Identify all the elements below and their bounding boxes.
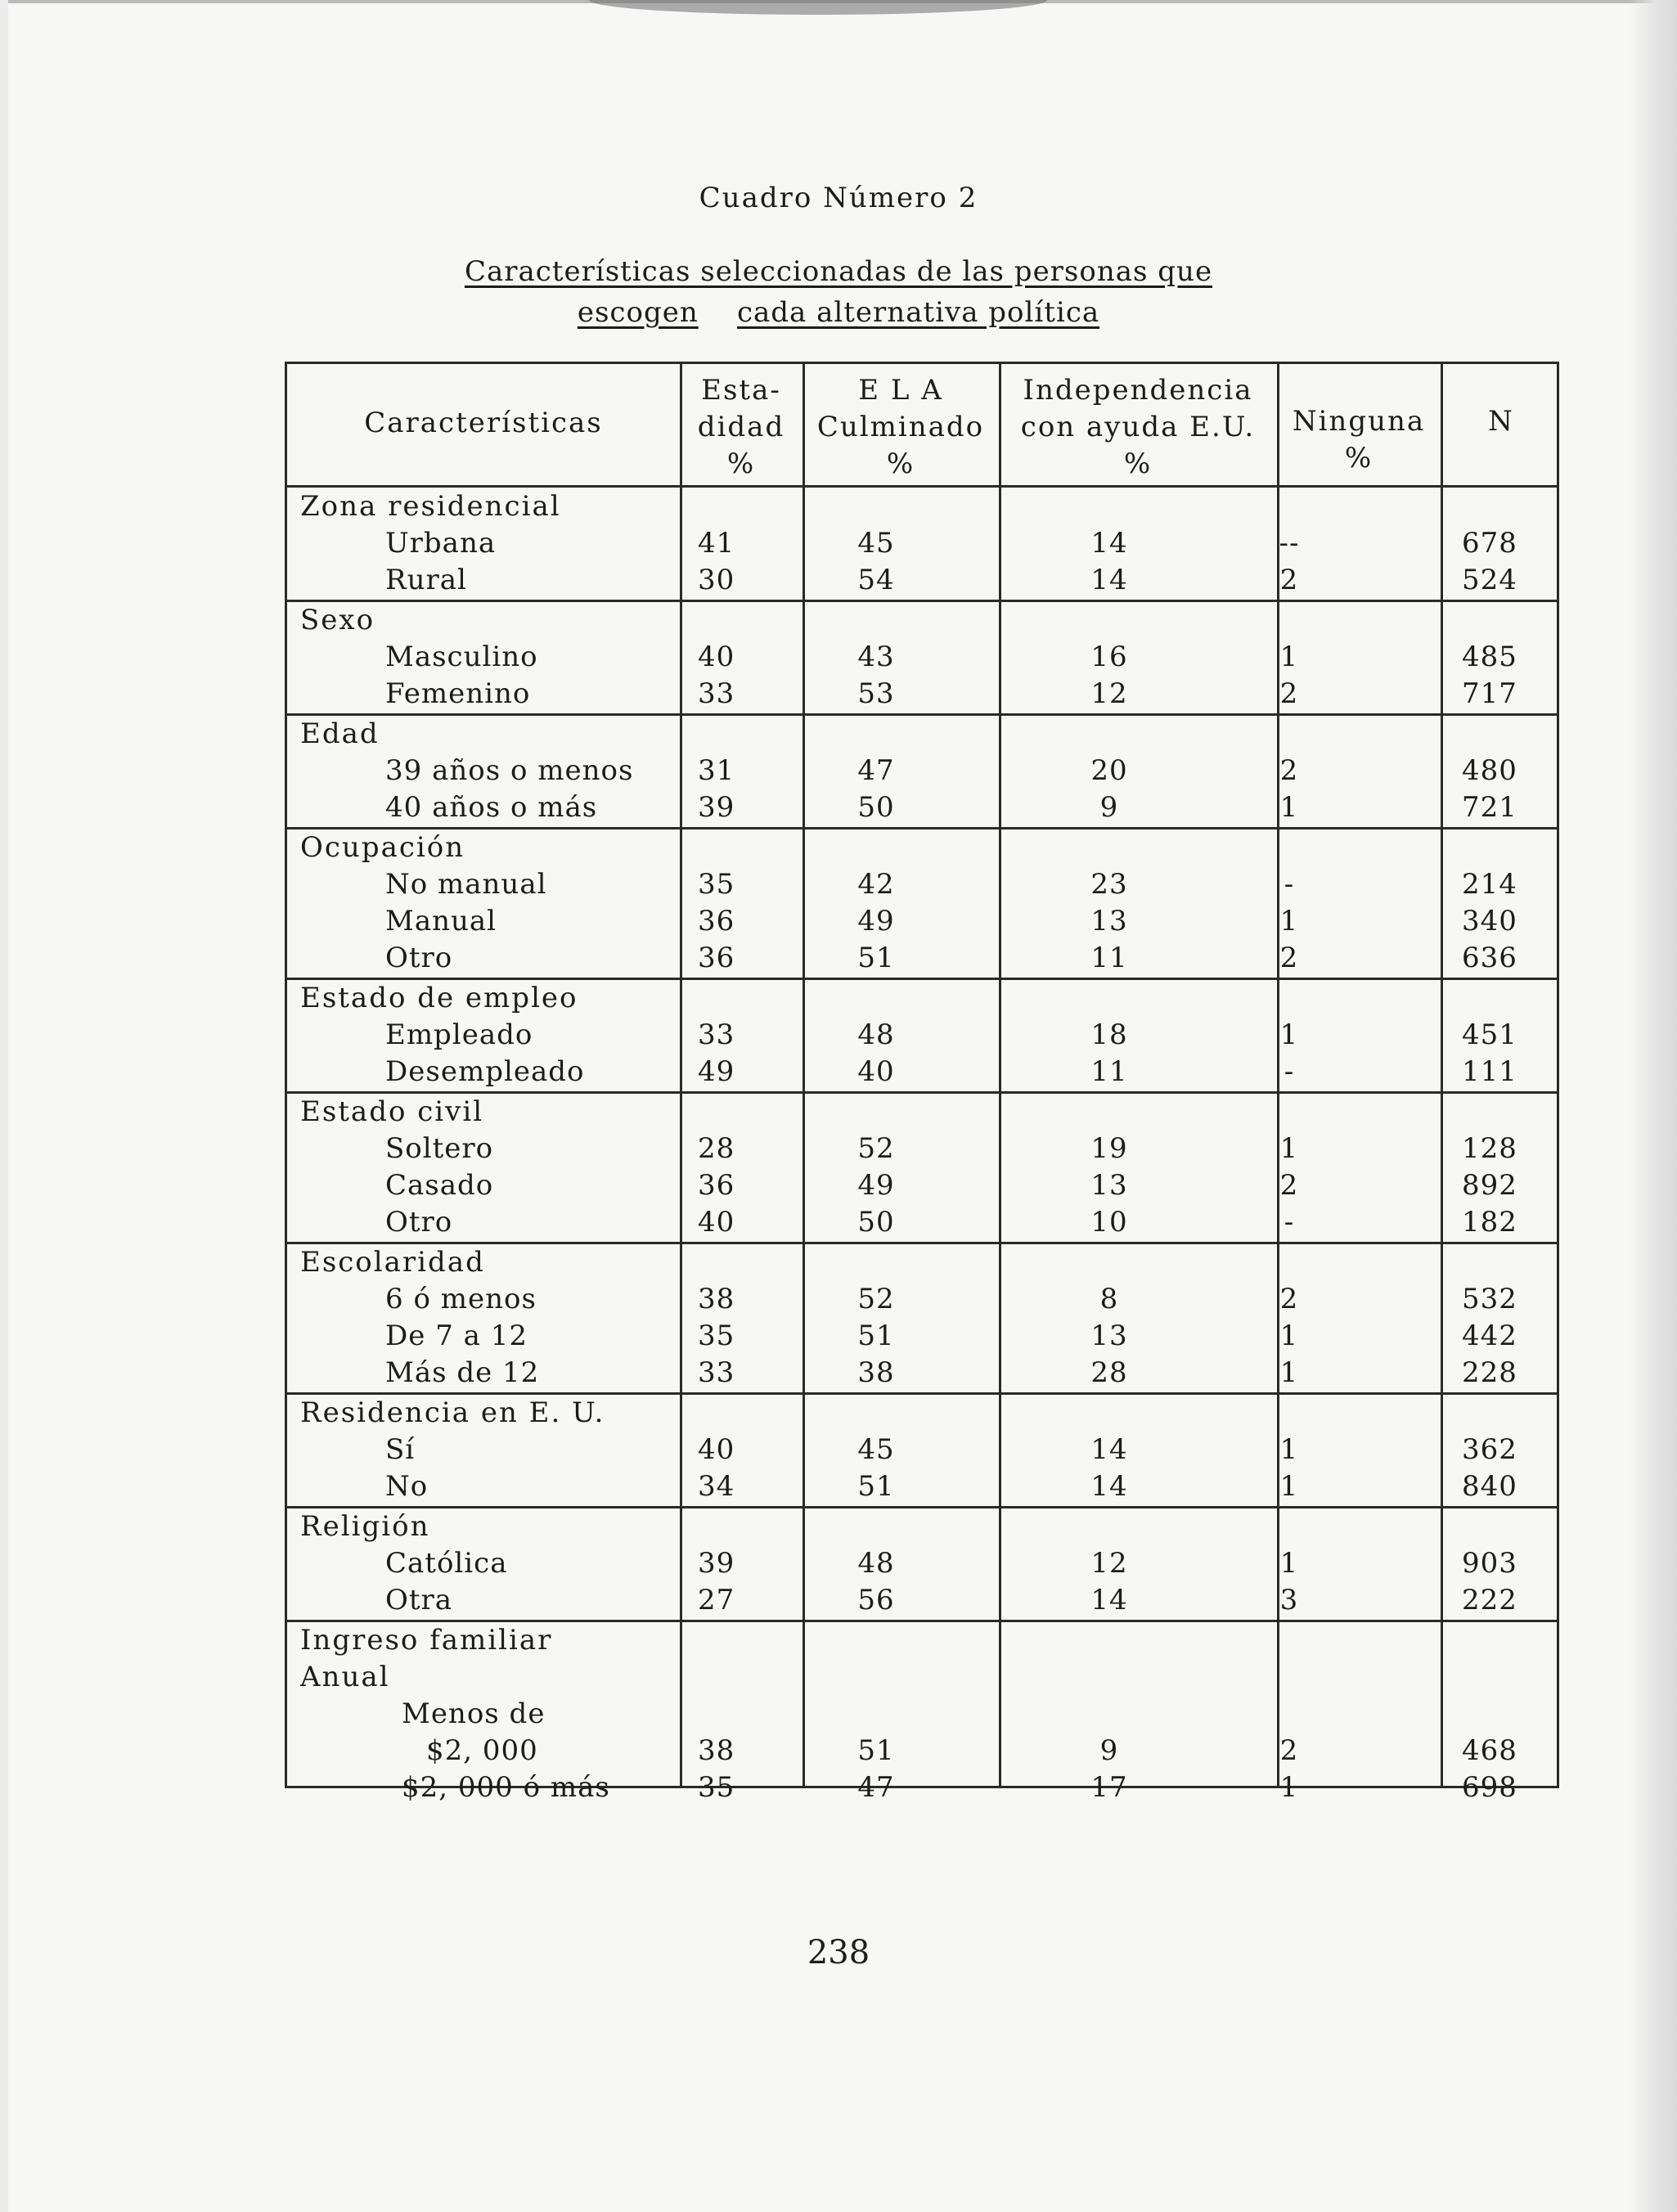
cell-ela: 51 [857,1320,895,1352]
header-n: N [1488,405,1514,438]
cell-independencia: 13 [1090,1320,1128,1352]
scan-edge-left [0,0,8,2212]
cell-n: 485 [1462,641,1517,673]
header-ela-line: Culminado [816,411,985,443]
table-subtitle-line-2: escogen cada alternativa política [577,296,1100,329]
cell-ela: 51 [857,1470,895,1503]
cell-independencia: 11 [1090,942,1128,974]
cell-n: 903 [1462,1547,1517,1580]
cell-ninguna: -- [1279,527,1300,560]
group-label: Estado civil [300,1095,484,1128]
header-independencia [999,372,1277,483]
cell-estadidad: 34 [698,1470,735,1503]
cell-n: 468 [1462,1734,1517,1767]
row-label: 6 ó menos [385,1283,537,1315]
cell-n: 840 [1462,1470,1517,1503]
cell-ninguna: 3 [1279,1584,1299,1616]
cell-ninguna: 1 [1279,1547,1299,1580]
row-label: Femenino [385,677,531,710]
cell-estadidad: 39 [698,1547,735,1580]
cell-estadidad: 33 [698,677,735,710]
cell-ninguna: 1 [1279,1470,1299,1503]
cell-estadidad: 40 [698,641,735,673]
header-characteristics: Características [364,407,603,439]
cell-ela: 52 [857,1283,895,1315]
cell-independencia: 19 [1090,1132,1128,1165]
header-ninguna [1277,403,1441,477]
cell-independencia: 12 [1090,677,1128,710]
cell-independencia: 9 [1099,1734,1119,1767]
cell-ela: 38 [857,1356,895,1389]
cell-ninguna: 1 [1279,1018,1299,1051]
row-label: Católica [385,1547,508,1580]
header-estadidad-line: % [726,447,756,480]
cell-independencia: 8 [1099,1283,1119,1315]
group-divider [287,827,1557,830]
row-label: Casado [385,1169,494,1202]
cell-n: 892 [1462,1169,1517,1202]
row-label: Otro [385,942,453,974]
group-label: Religión [300,1510,430,1543]
row-label: 39 años o menos [385,754,634,787]
row-label: Rural [385,564,467,596]
page-number: 238 [807,1934,870,1971]
cell-ninguna: 2 [1279,942,1299,974]
group-label: Edad [300,717,380,750]
row-label: Soltero [385,1132,494,1165]
cell-estadidad: 36 [698,942,735,974]
column-divider [999,364,1001,1786]
cell-estadidad: 35 [698,868,735,901]
cell-estadidad: 35 [698,1771,735,1804]
cell-ninguna: - [1284,1055,1295,1088]
row-label: $2, 000 [426,1734,538,1767]
group-label: Sexo [300,604,375,636]
row-label: Manual [385,905,497,937]
row-label: Masculino [385,641,538,673]
cell-estadidad: 38 [698,1283,735,1315]
cell-ela: 56 [857,1584,895,1616]
cell-n: 340 [1462,905,1517,937]
group-divider [287,1506,1557,1508]
cell-ela: 48 [857,1547,895,1580]
group-label: Residencia en E. U. [300,1396,605,1429]
cell-ninguna: 1 [1279,1356,1299,1389]
cell-n: 182 [1462,1206,1517,1239]
cell-independencia: 28 [1090,1356,1128,1389]
cell-ela: 51 [857,942,895,974]
cell-estadidad: 38 [698,1734,735,1767]
cell-ela: 43 [857,641,895,673]
cell-n: 214 [1462,868,1517,901]
cell-estadidad: 36 [698,905,735,937]
cell-estadidad: 28 [698,1132,735,1165]
row-label: No manual [385,868,547,901]
cell-independencia: 14 [1090,564,1128,596]
cell-estadidad: 41 [698,527,735,560]
cell-ela: 40 [857,1055,895,1088]
cell-estadidad: 49 [698,1055,735,1088]
row-label: Otro [385,1206,453,1239]
cell-ninguna: 2 [1279,1169,1299,1202]
cell-independencia: 10 [1090,1206,1128,1239]
cell-estadidad: 33 [698,1018,735,1051]
cell-estadidad: 35 [698,1320,735,1352]
row-label: Urbana [385,527,497,560]
cell-ninguna: 1 [1279,1320,1299,1352]
row-label: Desempleado [385,1055,585,1088]
cell-ninguna: 1 [1279,791,1299,824]
cell-independencia: 23 [1090,868,1128,901]
group-divider [287,600,1557,602]
cell-ninguna: 2 [1279,1734,1299,1767]
cell-ela: 49 [857,1169,895,1202]
cell-ela: 48 [857,1018,895,1051]
table-subtitle-line-1: Características seleccionadas de las personas que [464,255,1213,288]
group-label: Ocupación [300,831,465,864]
cell-independencia: 9 [1099,791,1119,824]
cell-ela: 42 [857,868,895,901]
header-independencia-line: % [1123,447,1153,480]
cell-n: 636 [1462,942,1517,974]
cell-ninguna: 1 [1279,1771,1299,1804]
cell-ninguna: 2 [1279,677,1299,710]
header-ela-line: E L A [858,374,943,407]
column-divider [680,364,682,1786]
row-label: Más de 12 [385,1356,540,1389]
row-label: Otra [385,1584,453,1616]
cell-estadidad: 31 [698,754,735,787]
cell-n: 480 [1462,754,1517,787]
cell-estadidad: 40 [698,1206,735,1239]
cell-estadidad: 36 [698,1169,735,1202]
cell-ela: 47 [857,1771,895,1804]
header-ninguna-line: % [1344,442,1374,474]
group-label: Ingreso familiar [300,1624,553,1657]
group-label: Anual [300,1661,390,1693]
group-divider [287,713,1557,716]
row-label: Sí [385,1433,416,1466]
cell-ela: 50 [857,1206,895,1239]
cell-ninguna: - [1284,1206,1295,1239]
cell-estadidad: 40 [698,1433,735,1466]
cell-ela: 54 [857,564,895,596]
cell-independencia: 18 [1090,1018,1128,1051]
row-label: De 7 a 12 [385,1320,528,1352]
cell-ninguna: - [1284,868,1295,901]
data-table [285,362,1559,1804]
cell-ela: 51 [857,1734,895,1767]
header-estadidad [680,372,803,483]
cell-estadidad: 33 [698,1356,735,1389]
cell-independencia: 20 [1090,754,1128,787]
cell-n: 111 [1462,1055,1517,1088]
cell-n: 228 [1462,1356,1517,1389]
cell-ninguna: 2 [1279,1283,1299,1315]
cell-estadidad: 30 [698,564,735,596]
cell-n: 222 [1462,1584,1517,1616]
header-ninguna-line: Ninguna [1292,405,1426,438]
cell-n: 128 [1462,1132,1517,1165]
header-independencia-line: con ayuda E.U. [1020,411,1256,443]
scan-binding-shadow [589,0,1047,15]
cell-ninguna: 1 [1279,905,1299,937]
cell-ninguna: 1 [1279,1433,1299,1466]
header-ela [803,372,999,483]
group-label: Zona residencial [300,490,561,523]
cell-independencia: 14 [1090,1584,1128,1616]
cell-ninguna: 1 [1279,641,1299,673]
cell-estadidad: 27 [698,1584,735,1616]
row-label: Menos de [402,1697,546,1730]
cell-ninguna: 2 [1279,754,1299,787]
column-divider [803,364,805,1786]
cell-independencia: 14 [1090,527,1128,560]
cell-independencia: 16 [1090,641,1128,673]
cell-independencia: 13 [1090,1169,1128,1202]
group-label: Escolaridad [300,1246,485,1279]
header-ela-line: % [886,447,915,480]
cell-independencia: 12 [1090,1547,1128,1580]
group-label: Estado de empleo [300,982,578,1014]
table-title: Cuadro Número 2 [699,182,978,214]
cell-ela: 50 [857,791,895,824]
cell-ela: 45 [857,527,895,560]
cell-n: 451 [1462,1018,1517,1051]
row-label: $2, 000 ó más [402,1771,610,1804]
cell-ela: 45 [857,1433,895,1466]
row-label: Empleado [385,1018,533,1051]
cell-independencia: 17 [1090,1771,1128,1804]
header-estadidad-line: didad [697,411,785,443]
header-independencia-line: Independencia [1023,374,1253,407]
cell-n: 721 [1462,791,1517,824]
cell-ela: 47 [857,754,895,787]
row-label: No [385,1470,429,1503]
cell-independencia: 11 [1090,1055,1128,1088]
cell-independencia: 14 [1090,1470,1128,1503]
cell-ela: 52 [857,1132,895,1165]
header-estadidad-line: Esta- [701,374,781,407]
cell-ninguna: 1 [1279,1132,1299,1165]
cell-n: 698 [1462,1771,1517,1804]
scan-edge-right [1630,0,1677,2212]
cell-n: 524 [1462,564,1517,596]
row-label: 40 años o más [385,791,598,824]
cell-n: 717 [1462,677,1517,710]
cell-n: 532 [1462,1283,1517,1315]
cell-independencia: 13 [1090,905,1128,937]
cell-estadidad: 39 [698,791,735,824]
cell-independencia: 14 [1090,1433,1128,1466]
cell-ela: 53 [857,677,895,710]
cell-ninguna: 2 [1279,564,1299,596]
cell-n: 362 [1462,1433,1517,1466]
header-divider [287,485,1557,488]
cell-n: 442 [1462,1320,1517,1352]
cell-n: 678 [1462,527,1517,560]
cell-ela: 49 [857,905,895,937]
